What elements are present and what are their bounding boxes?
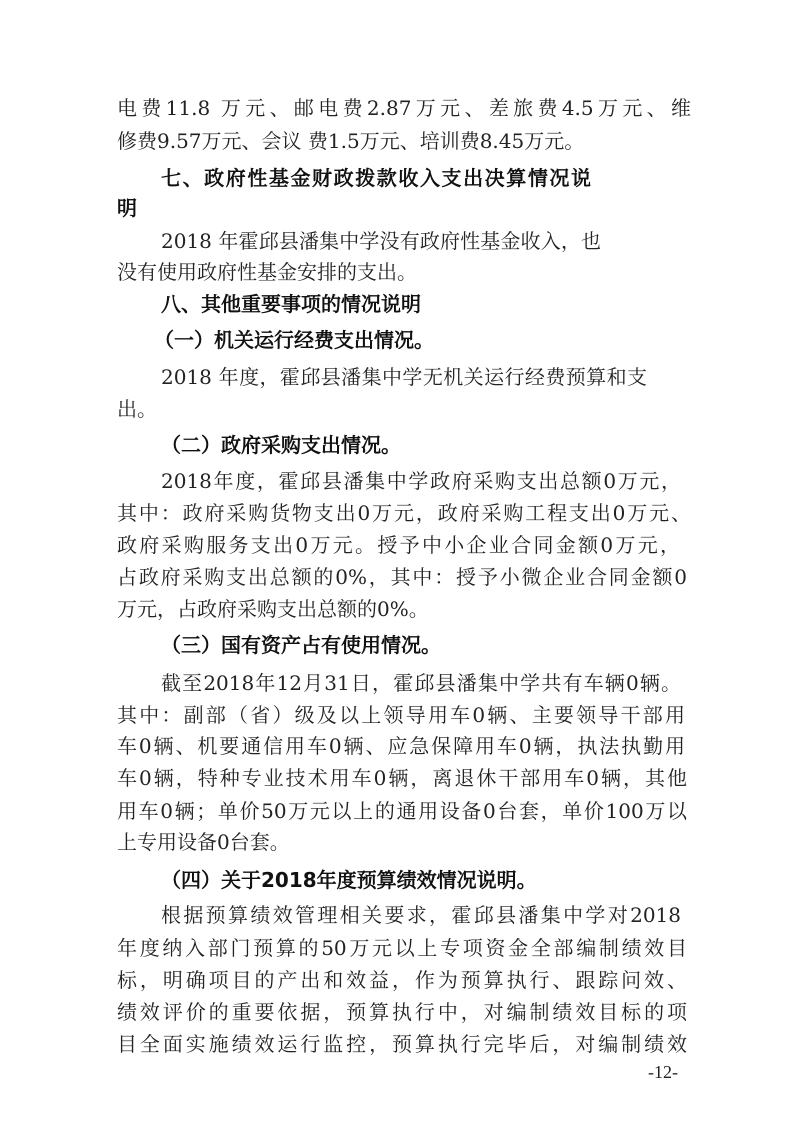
body-text-line: 出。 [117, 397, 157, 421]
body-text-line: 根据预算绩效管理相关要求，霍邱县潘集中学对2018 [161, 903, 681, 927]
body-text-line: 修费9.57万元、会议 费1.5万元、培训费8.45万元。 [117, 129, 585, 153]
body-text-line: 用车0辆；单价50万元以上的通用设备0台套，单价100万以 [117, 799, 687, 823]
section-heading-7-cont: 明 [117, 196, 137, 220]
body-text-line: 占政府采购支出总额的0%，其中：授予小微企业合同金额0 [117, 565, 687, 589]
body-text-line: 政府采购服务支出0万元。授予中小企业合同金额0万元， [117, 533, 680, 557]
page-number: -12- [648, 1062, 678, 1082]
body-text-line: 目全面实施绩效运行监控，预算执行完毕后，对编制绩效 [117, 1032, 687, 1056]
body-text-line: 2018年度，霍邱县潘集中学政府采购支出总额0万元， [161, 469, 681, 493]
body-text-line: 其中：副部（省）级及以上领导用车0辆、主要领导干部用 [117, 703, 685, 727]
subsection-heading-3: （三）国有资产占有使用情况。 [161, 633, 441, 657]
section-heading-7: 七、政府性基金财政拨款收入支出决算情况说 [161, 166, 591, 190]
subsection-heading-2: （二）政府采购支出情况。 [161, 433, 401, 457]
body-text-line: 其中：政府采购货物支出0万元，政府采购工程支出0万元、 [117, 501, 691, 525]
body-text-line: 年度纳入部门预算的50万元以上专项资金全部编制绩效目 [117, 936, 687, 960]
section-heading-8: 八、其他重要事项的情况说明 [161, 292, 421, 316]
subsection-heading-4: （四）关于2018年度预算绩效情况说明。 [161, 868, 537, 892]
body-text-line: 标，明确项目的产出和效益，作为预算执行、跟踪问效、 [117, 968, 687, 992]
body-text-line: 上专用设备0台套。 [117, 830, 290, 854]
body-text-line: 电费11.8 万元、邮电费2.87万元、差旅费4.5万元、维 [117, 96, 691, 120]
subsection-heading-1: （一）机关运行经费支出情况。 [154, 328, 434, 352]
body-text-line: 万元，占政府采购支出总额的0%。 [117, 597, 429, 621]
body-text-line: 2018 年霍邱县潘集中学没有政府性基金收入，也 [161, 229, 601, 253]
body-text-line: 截至2018年12月31日，霍邱县潘集中学共有车辆0辆。 [161, 671, 681, 695]
body-text-line: 绩效评价的重要依据，预算执行中，对编制绩效目标的项 [117, 1000, 687, 1024]
body-text-line: 车0辆，特种专业技术用车0辆，离退休干部用车0辆，其他 [117, 766, 687, 790]
body-text-line: 2018 年度，霍邱县潘集中学无机关运行经费预算和支 [161, 365, 647, 389]
body-text-line: 没有使用政府性基金安排的支出。 [117, 260, 417, 284]
body-text-line: 车0辆、机要通信用车0辆、应急保障用车0辆，执法执勤用 [117, 734, 685, 758]
